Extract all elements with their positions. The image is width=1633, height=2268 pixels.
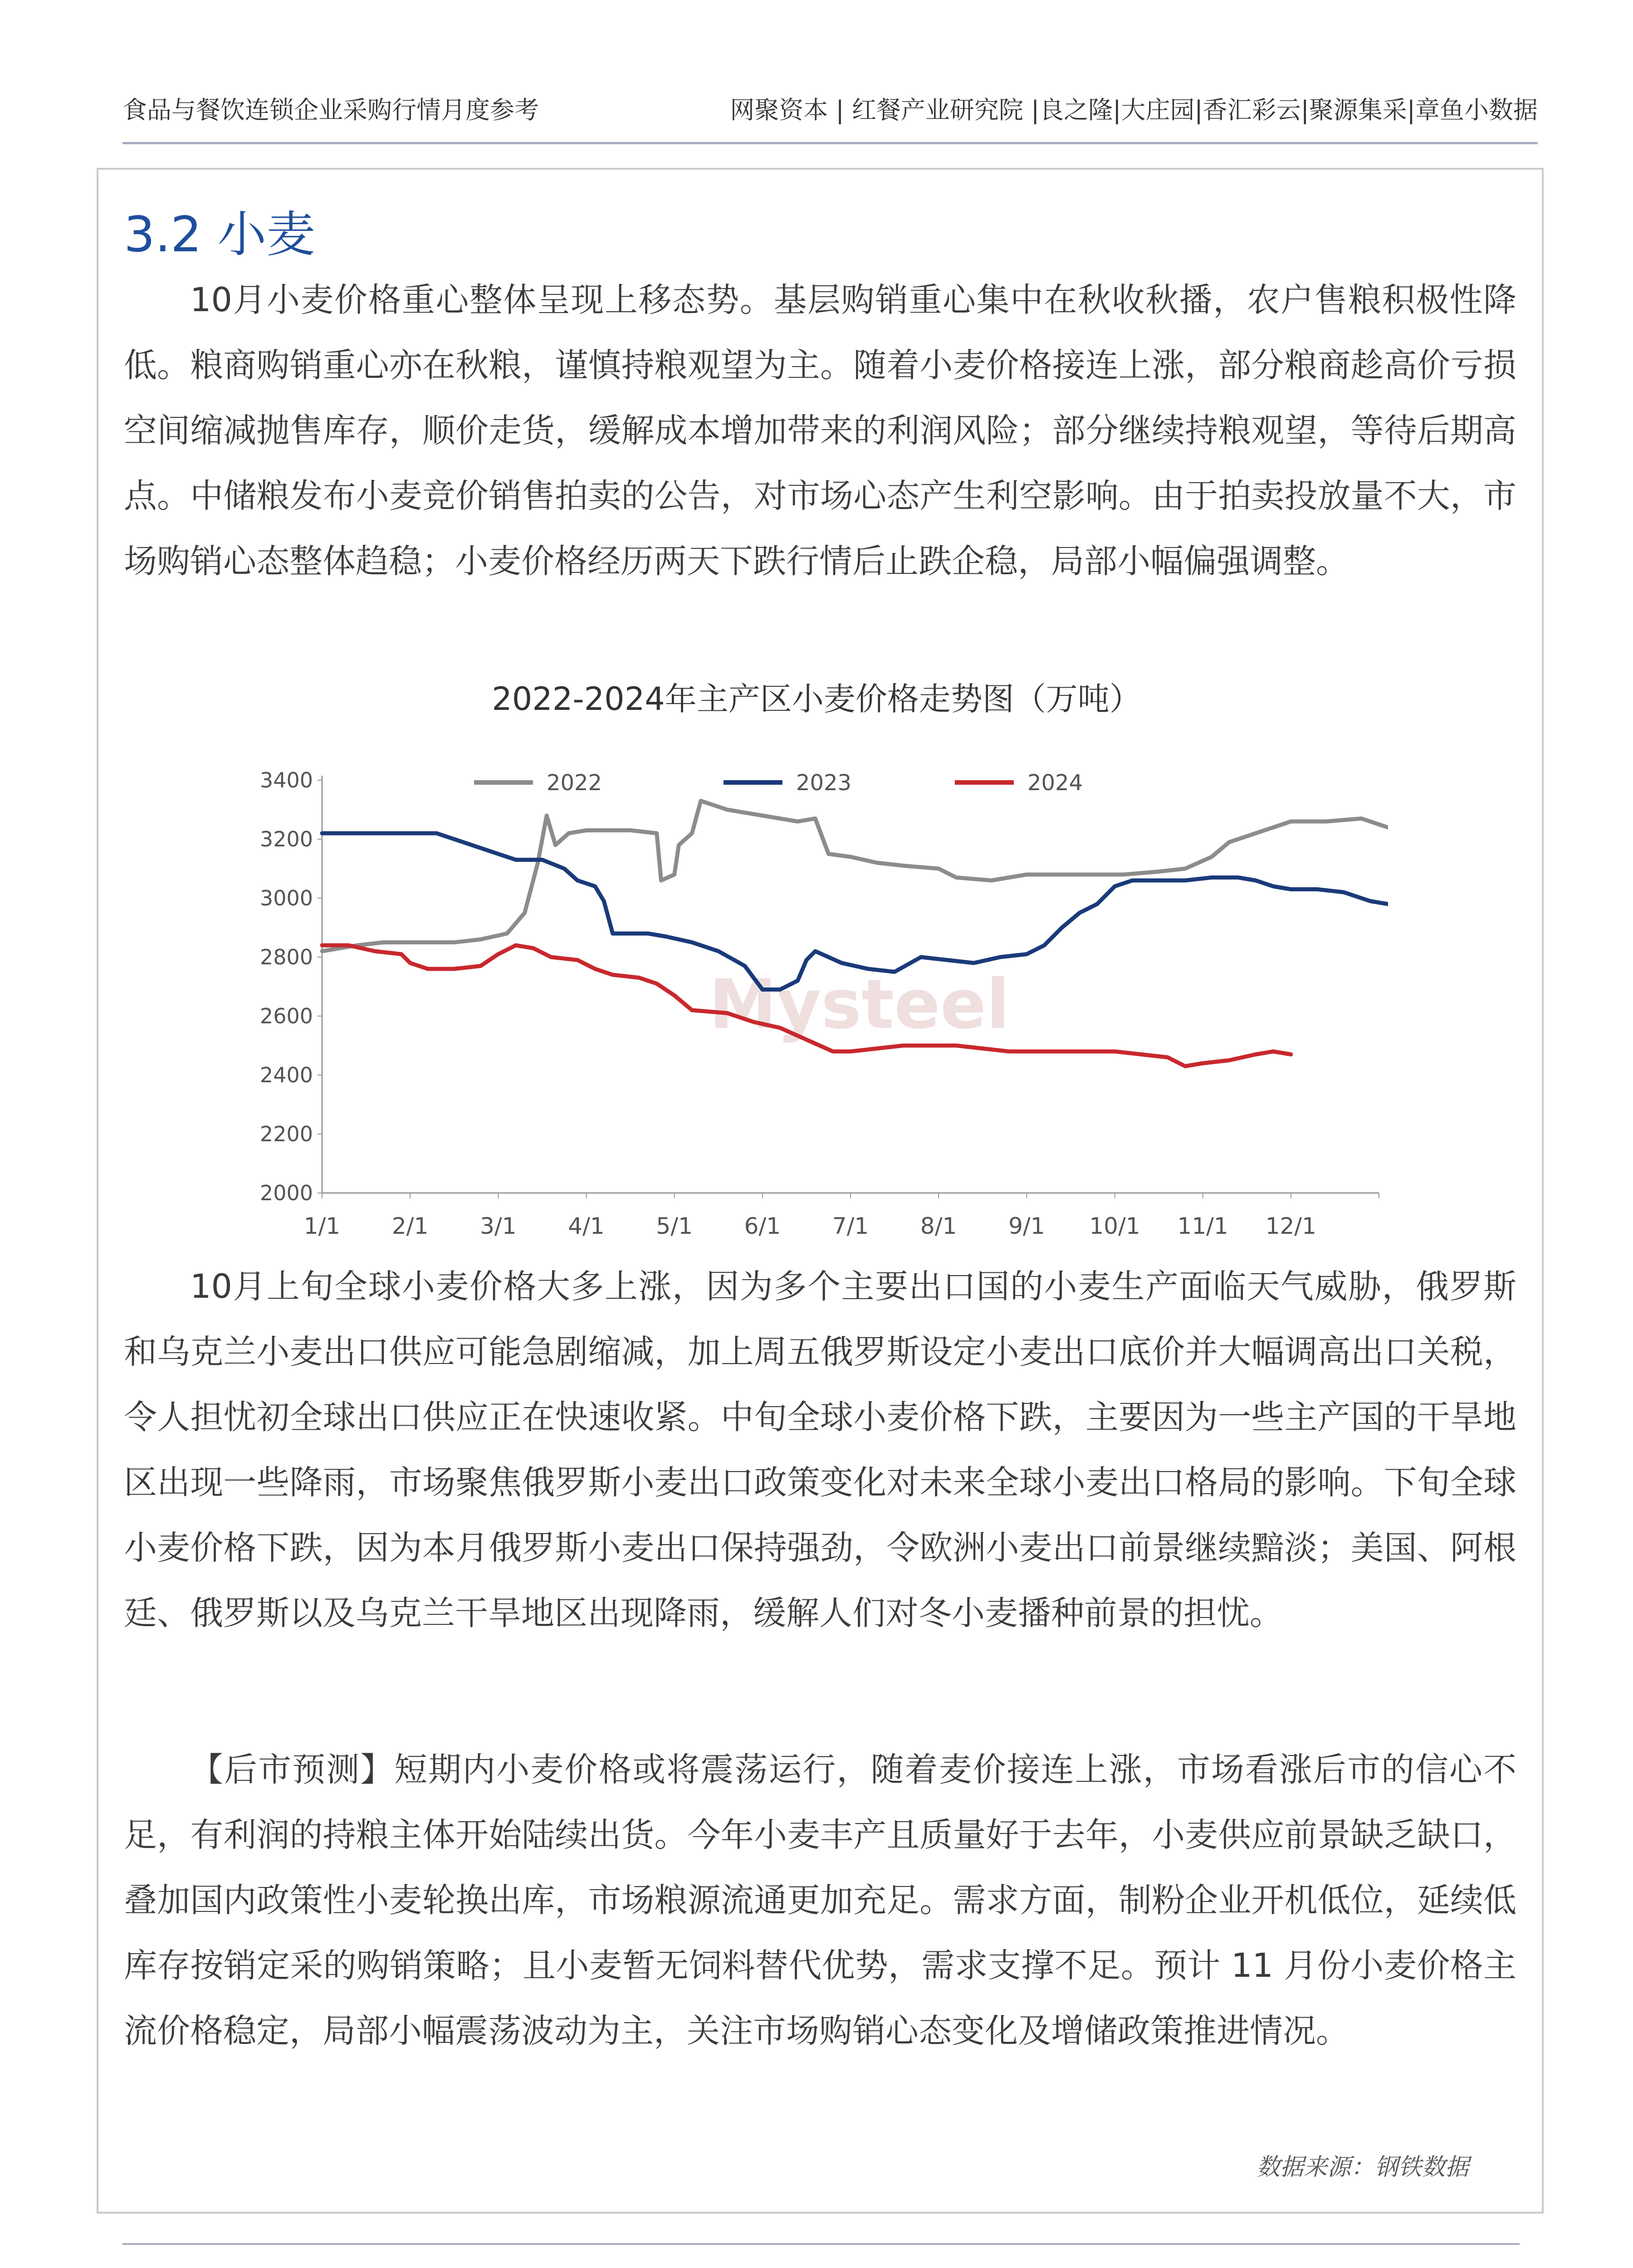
y-tick-label: 3200 xyxy=(259,827,313,851)
x-tick-label: 3/1 xyxy=(480,1213,517,1239)
chart-title: 2022-2024年主产区小麦价格走势图（万吨） xyxy=(492,680,1141,718)
paragraph-domestic-market: 10月小麦价格重心整体呈现上移态势。基层购销重心集中在秋收秋播，农户售粮积极性降低。粮商购销重心亦在秋粮，谨慎持粮观望为主。随着小麦价格接连上涨，部分粮商趁高价亏损空间缩减抛售库存，顺价走货，缓解成本增加带来的利润风险；部分继续持粮观望，等待后期高点。中储粮发布小麦竞价销售拍卖的公告，对市场心态产生利空影响。由于拍卖投放量不大，市场购销心态整体趋稳；小麦价格经历两天下跌行情后止跌企稳，局部小幅偏强调整。 xyxy=(124,281,1516,581)
y-tick-label: 2200 xyxy=(259,1122,313,1146)
header-divider xyxy=(122,142,1538,144)
section-title: 3.2 小麦 xyxy=(124,206,316,263)
wheat-price-chart xyxy=(254,753,1388,1252)
header-publishers: 网聚资本 | 红餐产业研究院 |良之隆|大庄园|香汇彩云|聚源集采|章鱼小数据 xyxy=(730,96,1538,124)
header-report-title: 食品与餐饮连锁企业采购行情月度参考 xyxy=(122,96,539,124)
x-tick-label: 7/1 xyxy=(832,1213,869,1239)
paragraph-global-market: 10月上旬全球小麦价格大多上涨，因为多个主要出口国的小麦生产面临天气威胁，俄罗斯和乌克兰小麦出口供应可能急剧缩减，加上周五俄罗斯设定小麦出口底价并大幅调高出口关税，令人担忧初全球出口供应正在快速收紧。中旬全球小麦价格下跌，主要因为一些主产国的干旱地区出现一些降雨，市场聚焦俄罗斯小麦出口政策变化对未来全球小麦出口格局的影响。下旬全球小麦价格下跌，因为本月俄罗斯小麦出口保持强劲，令欧洲小麦出口前景继续黯淡；美国、阿根廷、俄罗斯以及乌克兰干旱地区出现降雨，缓解人们对冬小麦播种前景的担忧。 xyxy=(124,1267,1516,1633)
x-tick-label: 9/1 xyxy=(1008,1213,1045,1239)
x-tick-label: 8/1 xyxy=(920,1213,957,1239)
footer-divider xyxy=(122,2243,1520,2245)
data-source-note: 数据来源：钢铁数据 xyxy=(1257,2154,1469,2181)
x-tick-label: 11/1 xyxy=(1177,1213,1228,1239)
y-tick-label: 2000 xyxy=(259,1181,313,1205)
y-tick-label: 3400 xyxy=(259,768,313,792)
watermark-text: Mysteel xyxy=(709,965,1010,1044)
x-tick-label: 4/1 xyxy=(568,1213,605,1239)
page-header xyxy=(122,91,1538,122)
legend-label-2024: 2024 xyxy=(1027,770,1083,796)
x-tick-label: 6/1 xyxy=(744,1213,781,1239)
paragraph-outlook: 【后市预测】短期内小麦价格或将震荡运行，随着麦价接连上涨，市场看涨后市的信心不足，有利润的持粮主体开始陆续出货。今年小麦丰产且质量好于去年，小麦供应前景缺乏缺口，叠加国内政策性小麦轮换出库，市场粮源流通更加充足。需求方面，制粉企业开机低位，延续低库存按销定采的购销策略；且小麦暂无饲料替代优势，需求支撑不足。预计 11 月份小麦价格主流价格稳定，局部小幅震荡波动为主，关注市场购销心态变化及增储政策推进情况。 xyxy=(124,1750,1516,2050)
x-tick-label: 5/1 xyxy=(656,1213,693,1239)
legend-label-2022: 2022 xyxy=(546,770,602,796)
x-tick-label: 10/1 xyxy=(1089,1213,1140,1239)
y-tick-label: 2800 xyxy=(259,945,313,969)
x-tick-label: 12/1 xyxy=(1265,1213,1316,1239)
x-tick-label: 1/1 xyxy=(303,1213,341,1239)
y-tick-label: 2400 xyxy=(259,1063,313,1087)
y-tick-label: 2600 xyxy=(259,1004,313,1028)
y-tick-label: 3000 xyxy=(259,886,313,910)
x-tick-label: 2/1 xyxy=(391,1213,429,1239)
legend-label-2023: 2023 xyxy=(796,770,852,796)
